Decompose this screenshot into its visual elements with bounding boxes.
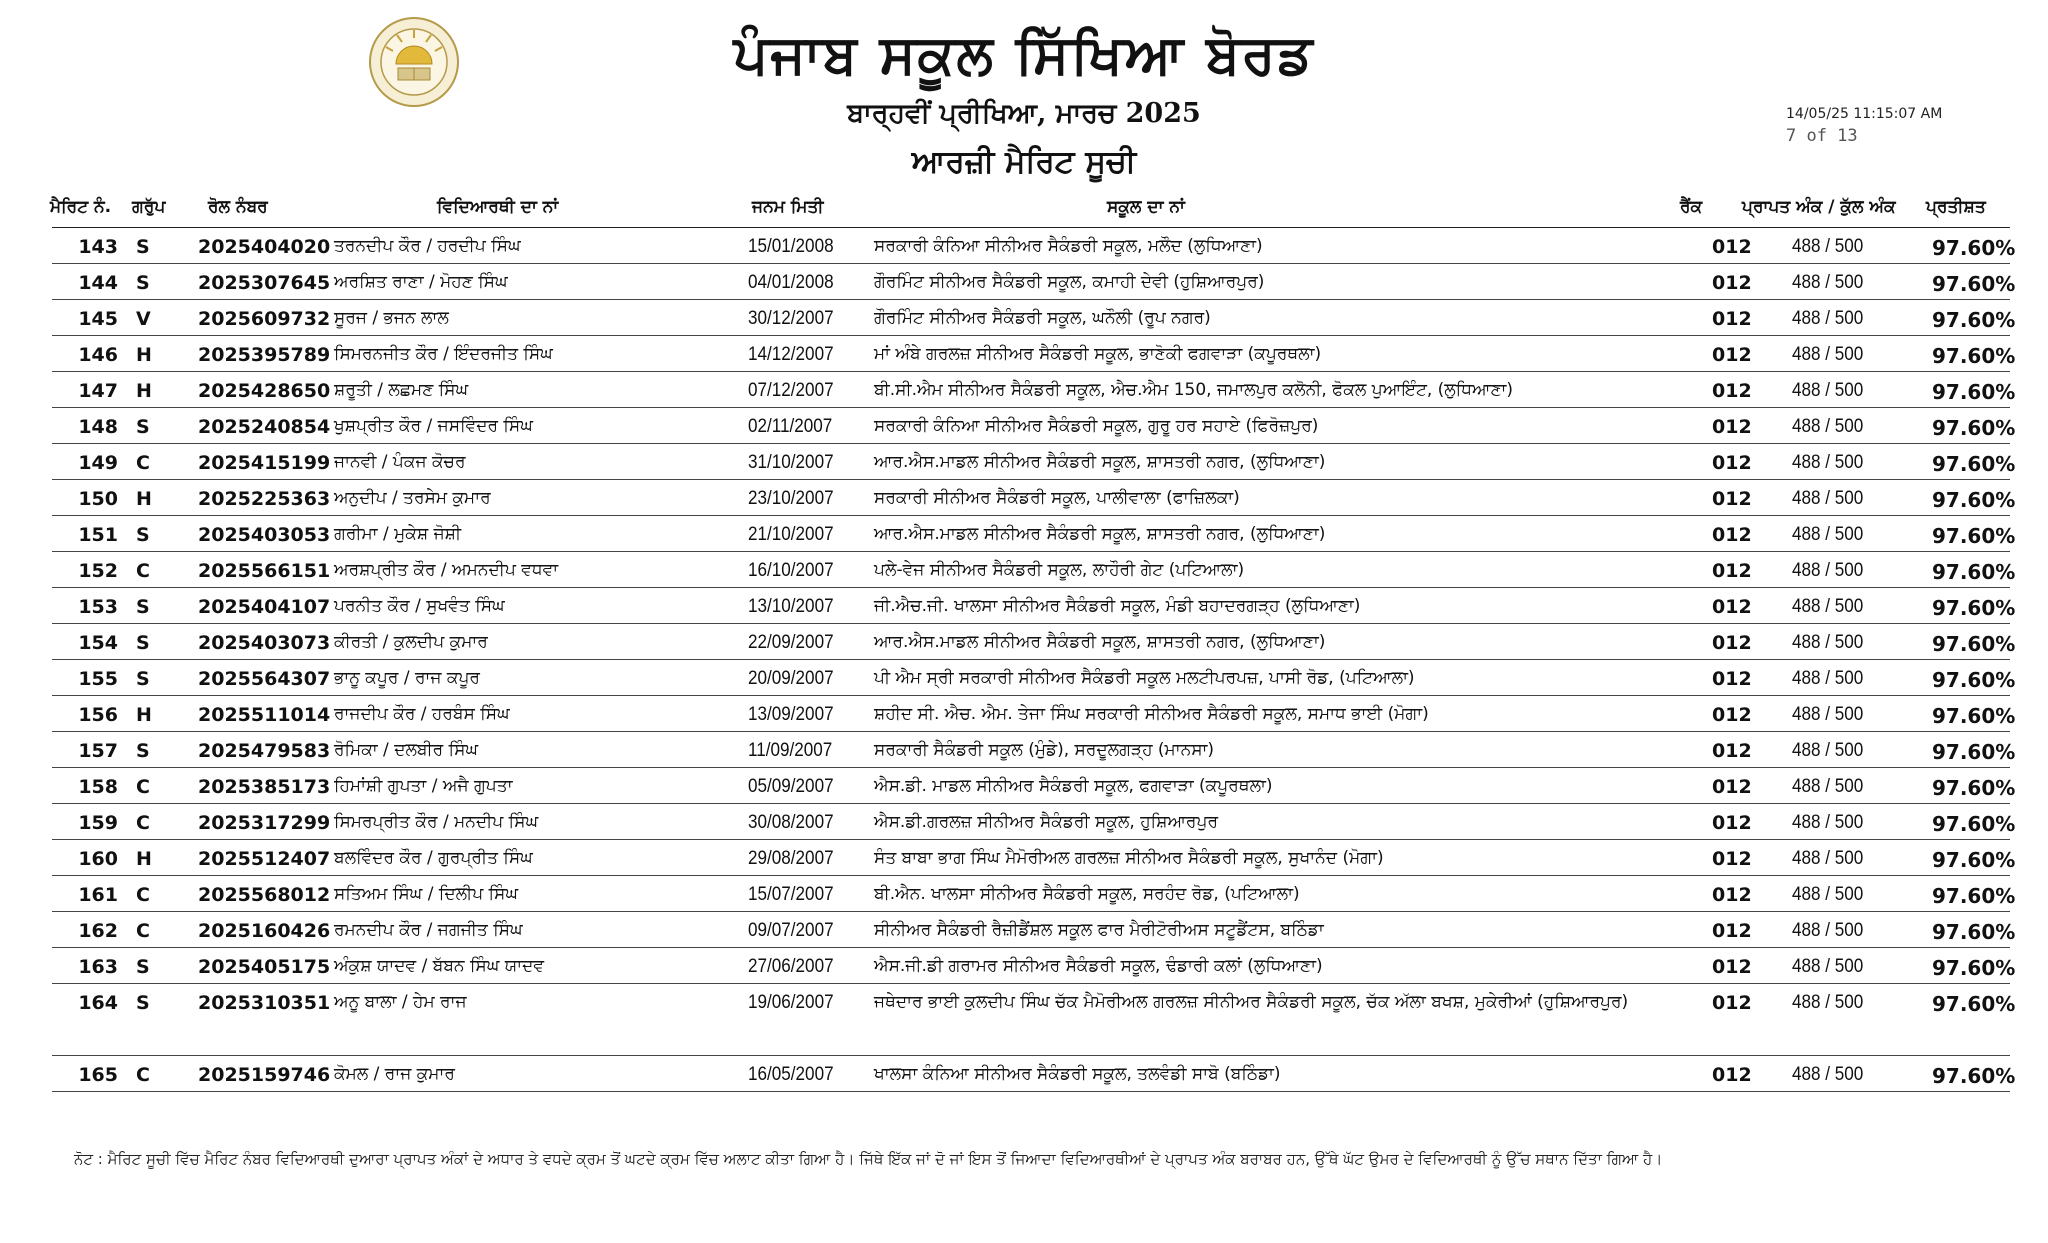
roll-no: 2025403073: [198, 632, 331, 654]
school-name: ਸੰਤ ਬਾਬਾ ਭਾਗ ਸਿੰਘ ਮੈਮੋਰੀਅਲ ਗਰਲਜ਼ ਸੀਨੀਅਰ ਸੈਕੰਡਰੀ ਸਕੂਲ, ਸੁਖਾਨੰਦ (ਮੋਗਾ): [874, 848, 1384, 868]
percentage: 97.60%: [1932, 992, 2016, 1016]
marks: 488 / 500: [1792, 560, 1864, 581]
rank: 012: [1712, 884, 1752, 906]
merit-list-title: ਆਰਜ਼ੀ ਮੈਰਿਟ ਸੂਚੀ: [911, 144, 1137, 180]
dob: 02/11/2007: [748, 416, 833, 437]
marks: 488 / 500: [1792, 452, 1864, 473]
table-row: [52, 444, 2016, 480]
marks: 488 / 500: [1792, 704, 1864, 725]
rank: 012: [1712, 380, 1752, 402]
table-row: [52, 624, 2016, 660]
table-row: [52, 912, 2016, 948]
roll-no: 2025385173: [198, 776, 331, 798]
student-name: ਅਨੁਦੀਪ / ਤਰਸੇਮ ਕੁਮਾਰ: [334, 488, 491, 508]
merit-no: 152: [78, 560, 118, 582]
school-name: ਆਰ.ਐਸ.ਮਾਡਲ ਸੀਨੀਅਰ ਸੈਕੰਡਰੀ ਸਕੂਲ, ਸ਼ਾਸਤਰੀ ਨਗਰ, (ਲੁਧਿਆਣਾ): [874, 632, 1326, 652]
marks: 488 / 500: [1792, 272, 1864, 293]
merit-no: 155: [78, 668, 118, 690]
rank: 012: [1712, 344, 1752, 366]
student-name: ਰੋਮਿਕਾ / ਦਲਬੀਰ ਸਿੰਘ: [334, 740, 479, 760]
rank: 012: [1712, 848, 1752, 870]
student-name: ਰਮਨਦੀਪ ਕੌਰ / ਜਗਜੀਤ ਸਿੰਘ: [334, 920, 523, 940]
table-row: [52, 876, 2016, 912]
percentage: 97.60%: [1932, 668, 2016, 692]
table-row: [52, 300, 2016, 336]
student-name: ਸਿਮਰਪ੍ਰੀਤ ਕੌਰ / ਮਨਦੀਪ ਸਿੰਘ: [334, 812, 539, 832]
school-name: ਖਾਲਸਾ ਕੰਨਿਆ ਸੀਨੀਅਰ ਸੈਕੰਡਰੀ ਸਕੂਲ, ਤਲਵੰਡੀ ਸਾਬੋ (ਬਠਿੰਡਾ): [874, 1064, 1281, 1084]
percentage: 97.60%: [1932, 920, 2016, 944]
table-row: [52, 948, 2016, 984]
student-name: ਅੰਕੁਸ਼ ਯਾਦਵ / ਬੱਬਨ ਸਿੰਘ ਯਾਦਵ: [334, 956, 545, 976]
dob: 29/08/2007: [748, 848, 834, 869]
school-name: ਬੀ.ਐਨ. ਖਾਲਸਾ ਸੀਨੀਅਰ ਸੈਕੰਡਰੀ ਸਕੂਲ, ਸਰਹੰਦ ਰੋਡ, (ਪਟਿਆਲਾ): [874, 884, 1300, 904]
merit-no: 156: [78, 704, 118, 726]
table-row: [52, 840, 2016, 876]
school-name: ਬੀ.ਸੀ.ਐਮ ਸੀਨੀਅਰ ਸੈਕੰਡਰੀ ਸਕੂਲ, ਐਚ.ਐਮ 150, ਜਮਾਲਪੁਰ ਕਲੋਨੀ, ਫੋਕਲ ਪੁਆਇੰਟ, (ਲੁਧਿਆਣਾ): [874, 380, 1514, 400]
group: H: [136, 704, 152, 726]
group: S: [136, 668, 150, 690]
school-name: ਐਸ.ਡੀ. ਮਾਡਲ ਸੀਨੀਅਰ ਸੈਕੰਡਰੀ ਸਕੂਲ, ਫਗਵਾੜਾ (ਕਪੂਰਥਲਾ): [874, 776, 1273, 796]
table-row: [52, 480, 2016, 516]
percentage: 97.60%: [1932, 272, 2016, 296]
rank: 012: [1712, 956, 1752, 978]
col-student-name: ਵਿਦਿਆਰਥੀ ਦਾ ਨਾਂ: [437, 197, 559, 217]
marks: 488 / 500: [1792, 776, 1864, 797]
col-dob: ਜਨਮ ਮਿਤੀ: [752, 197, 824, 217]
col-rank: ਰੈਂਕ: [1680, 197, 1703, 217]
roll-no: 2025479583: [198, 740, 331, 762]
rank: 012: [1712, 1064, 1752, 1086]
percentage: 97.60%: [1932, 848, 2016, 872]
student-name: ਸਿਮਰਨਜੀਤ ਕੌਰ / ਇੰਦਰਜੀਤ ਸਿੰਘ: [334, 344, 553, 364]
roll-no: 2025511014: [198, 704, 331, 726]
roll-no: 2025404020: [198, 236, 331, 258]
roll-no: 2025566151: [198, 560, 331, 582]
roll-no: 2025568012: [198, 884, 331, 906]
student-name: ਕੀਰਤੀ / ਕੁਲਦੀਪ ਕੁਮਾਰ: [334, 632, 488, 652]
marks: 488 / 500: [1792, 632, 1864, 653]
table-row: [52, 552, 2016, 588]
dob: 04/01/2008: [748, 272, 834, 293]
school-name: ਮਾਂ ਅੰਬੇ ਗਰਲਜ਼ ਸੀਨੀਅਰ ਸੈਕੰਡਰੀ ਸਕੂਲ, ਭਾਣੋਕੀ ਫਗਵਾੜਾ (ਕਪੂਰਥਲਾ): [874, 344, 1322, 364]
rank: 012: [1712, 308, 1752, 330]
percentage: 97.60%: [1932, 632, 2016, 656]
percentage: 97.60%: [1932, 1064, 2016, 1088]
dob: 21/10/2007: [748, 524, 834, 545]
marks: 488 / 500: [1792, 992, 1864, 1013]
school-name: ਸਰਕਾਰੀ ਸੈਕੰਡਰੀ ਸਕੂਲ (ਮੁੰਡੇ), ਸਰਦੂਲਗੜ੍ਹ (ਮਾਨਸਾ): [874, 740, 1215, 760]
group: V: [136, 308, 151, 330]
roll-no: 2025159746: [198, 1064, 331, 1086]
percentage: 97.60%: [1932, 236, 2016, 260]
school-name: ਆਰ.ਐਸ.ਮਾਡਲ ਸੀਨੀਅਰ ਸੈਕੰਡਰੀ ਸਕੂਲ, ਸ਼ਾਸਤਰੀ ਨਗਰ, (ਲੁਧਿਆਣਾ): [874, 452, 1326, 472]
percentage: 97.60%: [1932, 812, 2016, 836]
rank: 012: [1712, 272, 1752, 294]
merit-no: 153: [78, 596, 118, 618]
marks: 488 / 500: [1792, 956, 1864, 977]
rank: 012: [1712, 596, 1752, 618]
dob: 13/10/2007: [748, 596, 834, 617]
roll-no: 2025310351: [198, 992, 331, 1014]
roll-no: 2025225363: [198, 488, 331, 510]
marks: 488 / 500: [1792, 380, 1864, 401]
marks: 488 / 500: [1792, 668, 1864, 689]
merit-no: 165: [78, 1064, 118, 1086]
dob: 13/09/2007: [748, 704, 834, 725]
dob: 23/10/2007: [748, 488, 834, 509]
student-name: ਖੁਸ਼ਪ੍ਰੀਤ ਕੌਰ / ਜਸਵਿੰਦਰ ਸਿੰਘ: [334, 416, 533, 436]
percentage: 97.60%: [1932, 488, 2016, 512]
merit-no: 154: [78, 632, 118, 654]
student-name: ਜਾਨਵੀ / ਪੰਕਜ ਕੋਚਰ: [334, 452, 466, 472]
school-name: ਗੌਰਮਿੰਟ ਸੀਨੀਅਰ ਸੈਕੰਡਰੀ ਸਕੂਲ, ਕਮਾਹੀ ਦੇਵੀ (ਹੁਸ਼ਿਆਰਪੁਰ): [874, 272, 1265, 292]
rank: 012: [1712, 632, 1752, 654]
marks: 488 / 500: [1792, 740, 1864, 761]
rank: 012: [1712, 236, 1752, 258]
merit-no: 164: [78, 992, 118, 1014]
student-name: ਰਾਜਦੀਪ ਕੌਰ / ਹਰਬੰਸ ਸਿੰਘ: [334, 704, 510, 724]
merit-no: 149: [78, 452, 118, 474]
roll-no: 2025403053: [198, 524, 331, 546]
merit-no: 162: [78, 920, 118, 942]
dob: 19/06/2007: [748, 992, 834, 1013]
dob: 09/07/2007: [748, 920, 834, 941]
group: S: [136, 740, 150, 762]
table-row: [52, 516, 2016, 552]
roll-no: 2025307645: [198, 272, 331, 294]
table-row: [52, 696, 2016, 732]
rank: 012: [1712, 668, 1752, 690]
percentage: 97.60%: [1932, 740, 2016, 764]
print-stamp: [1786, 106, 1986, 146]
merit-no: 157: [78, 740, 118, 762]
rank: 012: [1712, 812, 1752, 834]
roll-no: 2025240854: [198, 416, 331, 438]
percentage: 97.60%: [1932, 704, 2016, 728]
table-row: [52, 588, 2016, 624]
percentage: 97.60%: [1932, 380, 2016, 404]
rank: 012: [1712, 992, 1752, 1014]
group: C: [136, 884, 150, 906]
rank: 012: [1712, 776, 1752, 798]
rank: 012: [1712, 920, 1752, 942]
table-row: [52, 732, 2016, 768]
rank: 012: [1712, 704, 1752, 726]
school-name: ਪੀ ਐਮ ਸ੍ਰੀ ਸਰਕਾਰੀ ਸੀਨੀਅਰ ਸੈਕੰਡਰੀ ਸਕੂਲ ਮਲਟੀਪਰਪਜ਼, ਪਾਸੀ ਰੋਡ, (ਪਟਿਆਲਾ): [874, 668, 1415, 688]
group: S: [136, 416, 150, 438]
marks: 488 / 500: [1792, 1064, 1864, 1085]
marks: 488 / 500: [1792, 308, 1864, 329]
marks: 488 / 500: [1792, 884, 1864, 905]
footnote: ਨੋਟ : ਮੈਰਿਟ ਸੂਚੀ ਵਿੱਚ ਮੈਰਿਟ ਨੰਬਰ ਵਿਦਿਆਰਥੀ ਦੁਆਰਾ ਪ੍ਰਾਪਤ ਅੰਕਾਂ ਦੇ ਅਧਾਰ ਤੇ ਵਧਦੇ ਕ੍ਰਮ ਤੋਂ ਘਟਦੇ ਕ੍ਰਮ ਵਿੱਚ ਅਲਾਟ ਕੀਤਾ ਗਿਆ ਹੈ। ਜਿੱਥੇ ਇੱਕ ਜਾਂ ਦੋ ਜਾਂ ਇਸ ਤੋਂ ਜਿਆਦਾ ਵਿਦਿਆਰਥੀਆਂ ਦੇ ਪ੍ਰਾਪਤ ਅੰਕ ਬਰਾਬਰ ਹਨ, ਉੱਥੇ ਘੱਟ ਉਮਰ ਦੇ ਵਿਦਿਆਰਥੀ ਨੂੰ ਉੱਚ ਸਥਾਨ ਦਿੱਤਾ ਗਿਆ ਹੈ।: [74, 1150, 1663, 1168]
page-number: 7 of 13: [1786, 126, 1858, 146]
col-merit-no: ਮੈਰਿਟ ਨੰ.: [50, 197, 112, 217]
dob: 30/12/2007: [748, 308, 834, 329]
dob: 15/01/2008: [748, 236, 834, 257]
roll-no: 2025404107: [198, 596, 331, 618]
roll-no: 2025512407: [198, 848, 331, 870]
school-name: ਪਲੇ-ਵੇਜ ਸੀਨੀਅਰ ਸੈਕੰਡਰੀ ਸਕੂਲ, ਲਾਹੌਰੀ ਗੇਟ (ਪਟਿਆਲਾ): [874, 560, 1245, 580]
merit-no: 158: [78, 776, 118, 798]
dob: 16/05/2007: [748, 1064, 834, 1085]
table-row: [52, 984, 2016, 1056]
roll-no: 2025160426: [198, 920, 331, 942]
marks: 488 / 500: [1792, 920, 1864, 941]
rank: 012: [1712, 452, 1752, 474]
roll-no: 2025609732: [198, 308, 331, 330]
group: H: [136, 488, 152, 510]
merit-no: 160: [78, 848, 118, 870]
percentage: 97.60%: [1932, 416, 2016, 440]
student-name: ਸੂਰਜ / ਭਜਨ ਲਾਲ: [334, 308, 449, 328]
percentage: 97.60%: [1932, 596, 2016, 620]
merit-no: 146: [78, 344, 118, 366]
col-roll-no: ਰੋਲ ਨੰਬਰ: [208, 197, 268, 217]
dob: 30/08/2007: [748, 812, 834, 833]
table-row: [52, 1056, 2016, 1092]
marks: 488 / 500: [1792, 236, 1864, 257]
school-name: ਗੌਰਮਿੰਟ ਸੀਨੀਅਰ ਸੈਕੰਡਰੀ ਸਕੂਲ, ਘਨੌਲੀ (ਰੂਪ ਨਗਰ): [874, 308, 1211, 328]
student-name: ਗਰੀਮਾ / ਮੁਕੇਸ਼ ਜੋਸ਼ੀ: [334, 524, 462, 544]
group: S: [136, 632, 150, 654]
col-percentage: ਪ੍ਰਤੀਸ਼ਤ: [1926, 197, 1986, 217]
student-name: ਅਰਸ਼ਪ੍ਰੀਤ ਕੌਰ / ਅਮਨਦੀਪ ਵਧਵਾ: [334, 560, 559, 580]
merit-no: 148: [78, 416, 118, 438]
rank: 012: [1712, 740, 1752, 762]
table-row: [52, 408, 2016, 444]
table-header: [52, 193, 2010, 228]
dob: 20/09/2007: [748, 668, 834, 689]
marks: 488 / 500: [1792, 812, 1864, 833]
roll-no: 2025405175: [198, 956, 331, 978]
dob: 05/09/2007: [748, 776, 834, 797]
board-name-title: ਪੰਜਾਬ ਸਕੂਲ ਸਿੱਖਿਆ ਬੋਰਡ: [733, 22, 1315, 86]
group: C: [136, 812, 150, 834]
col-group: ਗਰੁੱਪ: [132, 197, 166, 217]
dob: 15/07/2007: [748, 884, 834, 905]
student-name: ਬਲਵਿੰਦਰ ਕੌਰ / ਗੁਰਪ੍ਰੀਤ ਸਿੰਘ: [334, 848, 533, 868]
percentage: 97.60%: [1932, 308, 2016, 332]
table-row: [52, 804, 2016, 840]
percentage: 97.60%: [1932, 344, 2016, 368]
rank: 012: [1712, 416, 1752, 438]
roll-no: 2025395789: [198, 344, 331, 366]
percentage: 97.60%: [1932, 524, 2016, 548]
merit-no: 151: [78, 524, 118, 546]
merit-no: 143: [78, 236, 118, 258]
rank: 012: [1712, 524, 1752, 546]
rank: 012: [1712, 560, 1752, 582]
group: S: [136, 524, 150, 546]
group: S: [136, 236, 150, 258]
dob: 27/06/2007: [748, 956, 834, 977]
exam-subtitle: ਬਾਰ੍ਹਵੀਂ ਪ੍ਰੀਖਿਆ, ਮਾਰਚ 2025: [847, 98, 1201, 129]
group: S: [136, 272, 150, 294]
student-name: ਅਨੂ ਬਾਲਾ / ਹੇਮ ਰਾਜ: [334, 992, 467, 1012]
table-row: [52, 768, 2016, 804]
dob: 31/10/2007: [748, 452, 834, 473]
table-row: [52, 264, 2016, 300]
group: C: [136, 920, 150, 942]
group: C: [136, 776, 150, 798]
percentage: 97.60%: [1932, 956, 2016, 980]
school-name: ਸਰਕਾਰੀ ਕੰਨਿਆ ਸੀਨੀਅਰ ਸੈਕੰਡਰੀ ਸਕੂਲ, ਮਲੌਦ (ਲੁਧਿਆਣਾ): [874, 236, 1263, 256]
student-name: ਕੋਮਲ / ਰਾਜ ਕੁਮਾਰ: [334, 1064, 455, 1084]
percentage: 97.60%: [1932, 884, 2016, 908]
roll-no: 2025415199: [198, 452, 331, 474]
school-name: ਆਰ.ਐਸ.ਮਾਡਲ ਸੀਨੀਅਰ ਸੈਕੰਡਰੀ ਸਕੂਲ, ਸ਼ਾਸਤਰੀ ਨਗਰ, (ਲੁਧਿਆਣਾ): [874, 524, 1326, 544]
group: H: [136, 848, 152, 870]
marks: 488 / 500: [1792, 488, 1864, 509]
school-name: ਜਥੇਦਾਰ ਭਾਈ ਕੁਲਦੀਪ ਸਿੰਘ ਚੱਕ ਮੈਮੋਰੀਅਲ ਗਰਲਜ਼ ਸੀਨੀਅਰ ਸੈਕੰਡਰੀ ਸਕੂਲ, ਚੱਕ ਅੱਲਾ ਬਖਸ਼, ਮੁਕੇਰੀਆਂ (ਹੁਸ਼ਿਆਰਪੁਰ): [874, 992, 1629, 1012]
marks: 488 / 500: [1792, 848, 1864, 869]
merit-no: 144: [78, 272, 118, 294]
table-row: [52, 228, 2016, 264]
marks: 488 / 500: [1792, 344, 1864, 365]
col-school-name: ਸਕੂਲ ਦਾ ਨਾਂ: [1107, 197, 1185, 217]
group: C: [136, 452, 150, 474]
student-name: ਪਰਨੀਤ ਕੌਰ / ਸੁਖਵੰਤ ਸਿੰਘ: [334, 596, 505, 616]
roll-no: 2025564307: [198, 668, 331, 690]
dob: 07/12/2007: [748, 380, 834, 401]
group: C: [136, 1064, 150, 1086]
school-name: ਸੀਨੀਅਰ ਸੈਕੰਡਰੀ ਰੈਜ਼ੀਡੈਂਸ਼ਲ ਸਕੂਲ ਫਾਰ ਮੈਰੀਟੋਰੀਅਸ ਸਟੂਡੈਂਟਸ, ਬਠਿੰਡਾ: [874, 920, 1324, 940]
school-name: ਐਸ.ਡੀ.ਗਰਲਜ਼ ਸੀਨੀਅਰ ਸੈਕੰਡਰੀ ਸਕੂਲ, ਹੁਸ਼ਿਆਰਪੁਰ: [874, 812, 1218, 832]
percentage: 97.60%: [1932, 452, 2016, 476]
group: C: [136, 560, 150, 582]
print-timestamp: 14/05/25 11:15:07 AM: [1786, 106, 1943, 122]
student-name: ਭਾਨੂ ਕਪੂਰ / ਰਾਜ ਕਪੂਰ: [334, 668, 480, 688]
rank: 012: [1712, 488, 1752, 510]
group: S: [136, 992, 150, 1014]
student-name: ਅਰਸ਼ਿਤ ਰਾਣਾ / ਮੋਹਣ ਸਿੰਘ: [334, 272, 508, 292]
school-name: ਸ਼ਹੀਦ ਸੀ. ਐਚ. ਐਮ. ਤੇਜਾ ਸਿੰਘ ਸਰਕਾਰੀ ਸੀਨੀਅਰ ਸੈਕੰਡਰੀ ਸਕੂਲ, ਸਮਾਧ ਭਾਈ (ਮੋਗਾ): [874, 704, 1429, 724]
col-marks: ਪ੍ਰਾਪਤ ਅੰਕ / ਕੁੱਲ ਅੰਕ: [1742, 197, 1896, 217]
group: S: [136, 956, 150, 978]
student-name: ਸਤਿਅਮ ਸਿੰਘ / ਦਿਲੀਪ ਸਿੰਘ: [334, 884, 519, 904]
marks: 488 / 500: [1792, 596, 1864, 617]
school-name: ਜੀ.ਐਚ.ਜੀ. ਖਾਲਸਾ ਸੀਨੀਅਰ ਸੈਕੰਡਰੀ ਸਕੂਲ, ਮੰਡੀ ਬਹਾਦਰਗੜ੍ਹ (ਲੁਧਿਆਣਾ): [874, 596, 1361, 616]
school-name: ਸਰਕਾਰੀ ਸੀਨੀਅਰ ਸੈਕੰਡਰੀ ਸਕੂਲ, ਪਾਲੀਵਾਲਾ (ਫਾਜ਼ਿਲਕਾ): [874, 488, 1240, 508]
table-row: [52, 660, 2016, 696]
school-name: ਐਸ.ਜੀ.ਡੀ ਗਰਾਮਰ ਸੀਨੀਅਰ ਸੈਕੰਡਰੀ ਸਕੂਲ, ਢੰਡਾਰੀ ਕਲਾਂ (ਲੁਧਿਆਣਾ): [874, 956, 1323, 976]
school-name: ਸਰਕਾਰੀ ਕੰਨਿਆ ਸੀਨੀਅਰ ਸੈਕੰਡਰੀ ਸਕੂਲ, ਗੁਰੂ ਹਰ ਸਹਾਏ (ਫਿਰੋਜ਼ਪੁਰ): [874, 416, 1319, 436]
marks: 488 / 500: [1792, 416, 1864, 437]
merit-table: [50, 193, 2016, 1092]
student-name: ਸ਼ਰੂਤੀ / ਲਛਮਣ ਸਿੰਘ: [334, 380, 469, 400]
group: H: [136, 344, 152, 366]
dob: 16/10/2007: [748, 560, 834, 581]
group: S: [136, 596, 150, 618]
merit-no: 159: [78, 812, 118, 834]
merit-no: 161: [78, 884, 118, 906]
percentage: 97.60%: [1932, 560, 2016, 584]
dob: 14/12/2007: [748, 344, 834, 365]
dob: 22/09/2007: [748, 632, 834, 653]
table-row: [52, 336, 2016, 372]
roll-no: 2025428650: [198, 380, 331, 402]
merit-no: 145: [78, 308, 118, 330]
group: H: [136, 380, 152, 402]
merit-no: 163: [78, 956, 118, 978]
merit-no: 150: [78, 488, 118, 510]
table-row: [52, 372, 2016, 408]
student-name: ਤਰਨਦੀਪ ਕੌਰ / ਹਰਦੀਪ ਸਿੰਘ: [334, 236, 521, 256]
merit-no: 147: [78, 380, 118, 402]
roll-no: 2025317299: [198, 812, 331, 834]
marks: 488 / 500: [1792, 524, 1864, 545]
dob: 11/09/2007: [748, 740, 833, 761]
student-name: ਹਿਮਾਂਸ਼ੀ ਗੁਪਤਾ / ਅਜੈ ਗੁਪਤਾ: [334, 776, 513, 796]
percentage: 97.60%: [1932, 776, 2016, 800]
